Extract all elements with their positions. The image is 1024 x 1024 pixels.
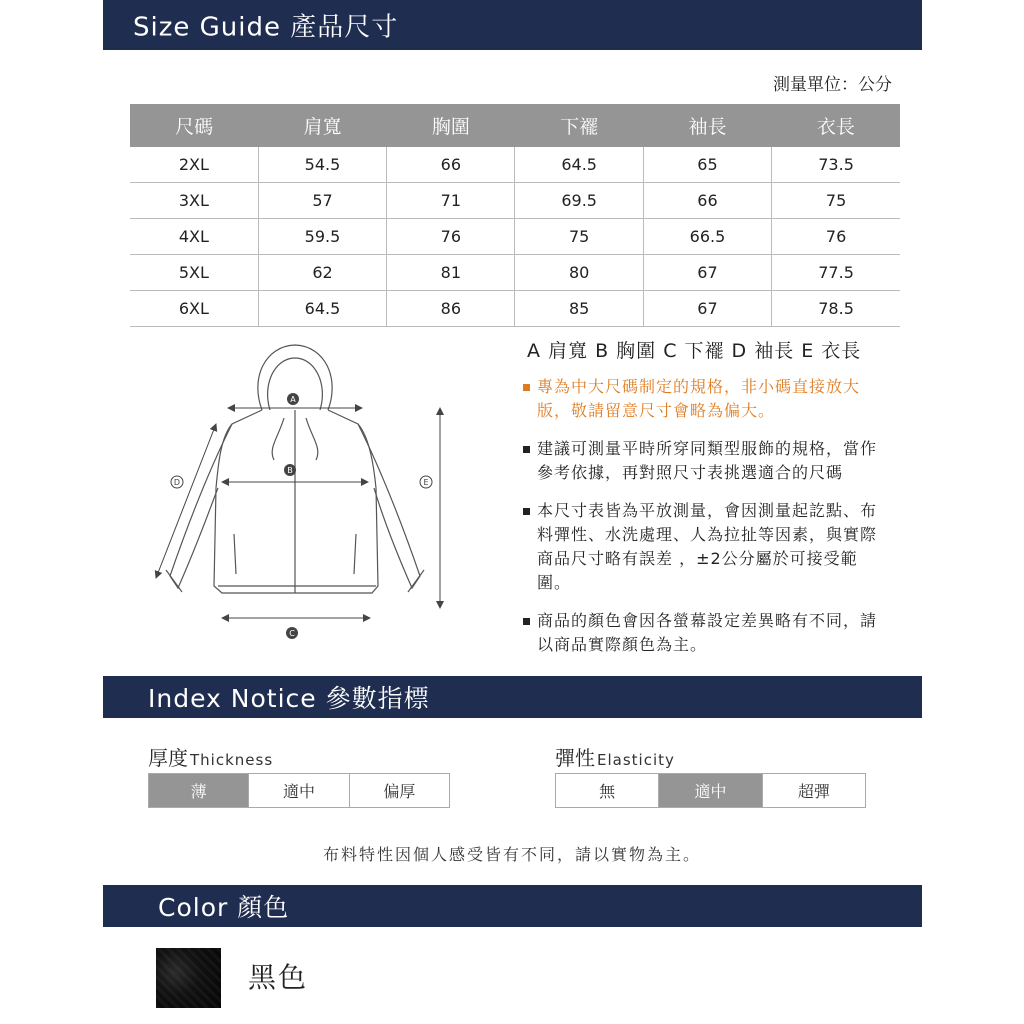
table-cell: 75 bbox=[772, 183, 900, 219]
measurement-notes bbox=[523, 375, 885, 671]
elasticity-label bbox=[555, 742, 675, 771]
marker-b: B bbox=[287, 466, 293, 475]
table-cell: 75 bbox=[515, 219, 643, 255]
table-cell: 64.5 bbox=[258, 291, 386, 327]
table-cell: 76 bbox=[387, 219, 515, 255]
elasticity-option-medium: 適中 bbox=[658, 774, 761, 807]
table-row bbox=[130, 291, 900, 327]
index-notice-title: Index Notice 參數指標 bbox=[148, 684, 430, 713]
note-highlight: 專為中大尺碼制定的規格，非小碼直接放大版，敬請留意尺寸會略為偏大。 bbox=[523, 375, 885, 423]
thickness-scale bbox=[148, 773, 450, 808]
table-cell: 5XL bbox=[130, 255, 258, 291]
table-cell: 76 bbox=[772, 219, 900, 255]
table-row bbox=[130, 147, 900, 183]
table-cell: 66 bbox=[387, 147, 515, 183]
table-cell: 59.5 bbox=[258, 219, 386, 255]
hoodie-measurement-diagram bbox=[150, 338, 460, 648]
table-cell: 71 bbox=[387, 183, 515, 219]
table-cell: 57 bbox=[258, 183, 386, 219]
elasticity-label-en: Elasticity bbox=[597, 751, 675, 769]
marker-e: E bbox=[423, 478, 429, 487]
table-cell: 69.5 bbox=[515, 183, 643, 219]
table-cell: 65 bbox=[643, 147, 771, 183]
table-cell: 6XL bbox=[130, 291, 258, 327]
header-shoulder: 肩寬 bbox=[258, 104, 386, 147]
header-length: 衣長 bbox=[772, 104, 900, 147]
table-cell: 81 bbox=[387, 255, 515, 291]
color-name: 黑色 bbox=[248, 961, 309, 994]
table-cell: 3XL bbox=[130, 183, 258, 219]
table-cell: 62 bbox=[258, 255, 386, 291]
header-chest: 胸圍 bbox=[387, 104, 515, 147]
table-cell: 80 bbox=[515, 255, 643, 291]
thickness-option-medium: 適中 bbox=[248, 774, 348, 807]
size-guide-title: Size Guide 產品尺寸 bbox=[133, 12, 399, 43]
header-hem: 下襬 bbox=[515, 104, 643, 147]
table-cell: 77.5 bbox=[772, 255, 900, 291]
table-cell: 54.5 bbox=[258, 147, 386, 183]
table-cell: 4XL bbox=[130, 219, 258, 255]
table-cell: 73.5 bbox=[772, 147, 900, 183]
table-cell: 64.5 bbox=[515, 147, 643, 183]
table-row bbox=[130, 183, 900, 219]
thickness-option-thin: 薄 bbox=[149, 774, 248, 807]
marker-c: C bbox=[289, 629, 295, 638]
color-title: Color 顏色 bbox=[158, 893, 290, 922]
marker-a: A bbox=[290, 395, 296, 404]
table-row bbox=[130, 255, 900, 291]
color-banner bbox=[103, 885, 922, 927]
size-table bbox=[130, 104, 900, 327]
elasticity-option-super: 超彈 bbox=[762, 774, 865, 807]
table-row bbox=[130, 219, 900, 255]
note-item: 商品的顏色會因各螢幕設定差異略有不同，請以商品實際顏色為主。 bbox=[523, 609, 885, 657]
table-cell: 85 bbox=[515, 291, 643, 327]
thickness-option-thick: 偏厚 bbox=[349, 774, 449, 807]
table-cell: 86 bbox=[387, 291, 515, 327]
elasticity-label-zh: 彈性 bbox=[555, 746, 595, 770]
size-guide-banner bbox=[103, 0, 922, 50]
header-size: 尺碼 bbox=[130, 104, 258, 147]
index-notice-banner bbox=[103, 676, 922, 718]
table-cell: 78.5 bbox=[772, 291, 900, 327]
fabric-note: 布料特性因個人感受皆有不同，請以實物為主。 bbox=[322, 845, 701, 864]
table-cell: 67 bbox=[643, 255, 771, 291]
measurement-unit: 測量單位：公分 bbox=[773, 75, 892, 95]
color-swatch-black bbox=[156, 948, 221, 1008]
table-cell: 67 bbox=[643, 291, 771, 327]
note-item: 本尺寸表皆為平放測量，會因測量起訖點、布料彈性、水洗處理、人為拉扯等因素，與實際商品尺寸略有誤差 ，±2公分屬於可接受範圍。 bbox=[523, 499, 885, 595]
measurement-legend: A 肩寬 B 胸圍 C 下襬 D 袖長 E 衣長 bbox=[527, 340, 862, 362]
marker-d: D bbox=[173, 478, 181, 487]
note-item: 建議可測量平時所穿同類型服飾的規格，當作參考依據，再對照尺寸表挑選適合的尺碼 bbox=[523, 437, 885, 485]
table-cell: 2XL bbox=[130, 147, 258, 183]
header-sleeve: 袖長 bbox=[643, 104, 771, 147]
elasticity-option-none: 無 bbox=[599, 782, 616, 801]
table-cell: 66 bbox=[643, 183, 771, 219]
table-cell: 66.5 bbox=[643, 219, 771, 255]
thickness-label-en: Thickness bbox=[190, 751, 274, 769]
thickness-label bbox=[148, 742, 273, 771]
size-table-header bbox=[130, 104, 900, 147]
thickness-label-zh: 厚度 bbox=[148, 746, 188, 770]
elasticity-scale bbox=[555, 773, 866, 808]
